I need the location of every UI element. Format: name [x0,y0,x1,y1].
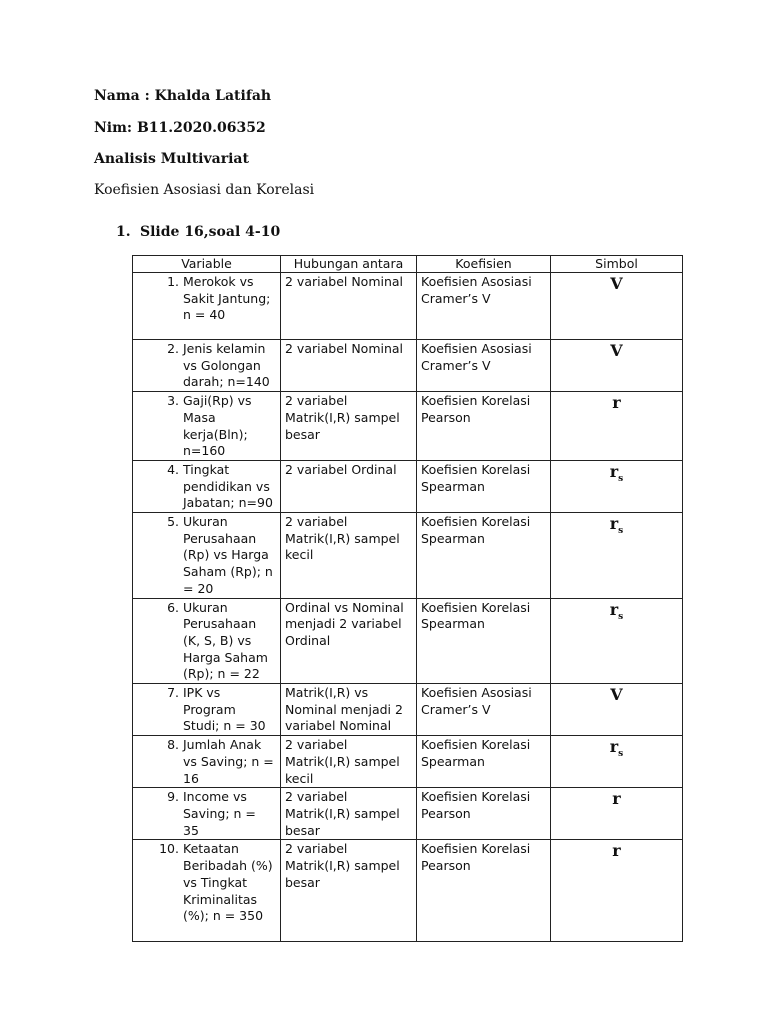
simbol-text: V [610,274,623,293]
header-hubungan: Hubungan antara [281,256,417,273]
table-row [133,392,683,461]
simbol-subscript: s [618,749,624,760]
simbol-text: r [612,393,621,413]
table-row [133,513,683,599]
koefisien-cell: Koefisien Korelasi Pearson [417,788,551,840]
variable-text: Ukuran Perusahaan (Rp) vs Harga Saham (Rp); n = 20 [183,514,273,596]
table-row [133,340,683,392]
row-number: 1. [167,274,179,289]
variable-text: Ukuran Perusahaan (K, S, B) vs Harga Saham (Rp); n = 22 [183,599,268,682]
simbol-cell [551,273,683,340]
variable-cell [133,340,281,392]
simbol-cell [551,736,683,788]
section-number: 1. [116,224,131,240]
simbol-cell [551,598,683,684]
table-row [133,684,683,736]
table-row [133,273,683,340]
variable-cell [133,736,281,788]
koefisien-cell: Koefisien Korelasi Spearman [417,460,551,512]
koefisien-cell: Koefisien Asosiasi Cramer’s V [417,340,551,392]
hubungan-cell: 2 variabel Matrik(I,R) sampel besar [281,392,417,461]
student-nim: Nim: B11.2020.06352 [94,120,266,136]
simbol-subscript: s [618,526,624,537]
row-number: 4. [167,461,179,477]
simbol-cell [551,460,683,512]
variable-text: Merokok vs Sakit Jantung; n = 40 [183,274,271,323]
simbol-text: V [610,341,623,360]
variable-text: Gaji(Rp) vs Masa kerja(Bln); n=160 [183,393,252,459]
table-row [133,460,683,512]
variable-cell [133,840,281,942]
hubungan-cell: 2 variabel Ordinal [281,460,417,512]
koefisien-cell: Koefisien Asosiasi Cramer’s V [417,273,551,340]
hubungan-cell: 2 variabel Nominal [281,273,417,340]
section-title: Slide 16,soal 4-10 [140,224,281,240]
row-number: 8. [167,737,179,753]
variable-text: Tingkat pendidikan vs Jabatan; n=90 [183,461,273,511]
variable-cell [133,598,281,684]
variable-cell [133,392,281,461]
course-title: Analisis Multivariat [94,151,249,167]
koefisien-cell: Koefisien Korelasi Spearman [417,513,551,599]
koefisien-cell: Koefisien Korelasi Pearson [417,392,551,461]
hubungan-cell: Matrik(I,R) vs Nominal menjadi 2 variabel Nominal [281,684,417,736]
simbol-text: V [610,685,623,705]
variable-text: Jenis kelamin vs Golongan darah; n=140 [183,341,270,390]
table-row [133,598,683,684]
variable-text: Jumlah Anak vs Saving; n = 16 [183,737,274,786]
koefisien-cell: Koefisien Korelasi Pearson [417,840,551,942]
coefficient-table [132,255,683,942]
simbol-text: r [612,789,621,809]
table-row [133,736,683,788]
row-number: 6. [167,599,179,615]
simbol-subscript: s [618,611,624,622]
variable-cell [133,273,281,340]
simbol-text: r [609,599,619,619]
simbol-cell [551,684,683,736]
row-number: 9. [167,789,179,805]
simbol-subscript: s [618,474,624,485]
hubungan-cell: 2 variabel Matrik(I,R) sampel besar [281,840,417,942]
topic-title: Koefisien Asosiasi dan Korelasi [94,182,315,198]
variable-text: Income vs Saving; n = 35 [183,789,256,838]
hubungan-cell: 2 variabel Matrik(I,R) sampel kecil [281,513,417,599]
simbol-cell [551,340,683,392]
simbol-text: r [612,841,621,861]
variable-text: Ketaatan Beribadah (%) vs Tingkat Kriminalitas (%); n = 350 [183,841,273,924]
hubungan-cell: 2 variabel Nominal [281,340,417,392]
simbol-cell [551,392,683,461]
row-number: 7. [167,685,179,701]
row-number: 10. [159,841,179,857]
row-number: 5. [167,514,179,530]
simbol-text: r [609,461,619,481]
variable-cell [133,460,281,512]
header-variable: Variable [133,256,281,273]
koefisien-cell: Koefisien Asosiasi Cramer’s V [417,684,551,736]
variable-cell [133,788,281,840]
table-row [133,840,683,942]
section-heading [116,224,280,240]
hubungan-cell: 2 variabel Matrik(I,R) sampel kecil [281,736,417,788]
hubungan-cell: 2 variabel Matrik(I,R) sampel besar [281,788,417,840]
simbol-cell [551,788,683,840]
row-number: 2. [167,341,179,356]
table-row [133,788,683,840]
variable-cell [133,684,281,736]
variable-text: IPK vs Program Studi; n = 30 [183,685,266,734]
simbol-cell [551,513,683,599]
header-koefisien: Koefisien [417,256,551,273]
variable-cell [133,513,281,599]
simbol-text: r [609,737,619,757]
table-header-row [133,256,683,273]
row-number: 3. [167,393,179,409]
hubungan-cell: Ordinal vs Nominal menjadi 2 variabel Ordinal [281,598,417,684]
simbol-text: r [609,514,619,534]
koefisien-cell: Koefisien Korelasi Spearman [417,736,551,788]
simbol-cell [551,840,683,942]
koefisien-cell: Koefisien Korelasi Spearman [417,598,551,684]
header-simbol: Simbol [551,256,683,273]
student-name: Nama : Khalda Latifah [94,88,272,104]
